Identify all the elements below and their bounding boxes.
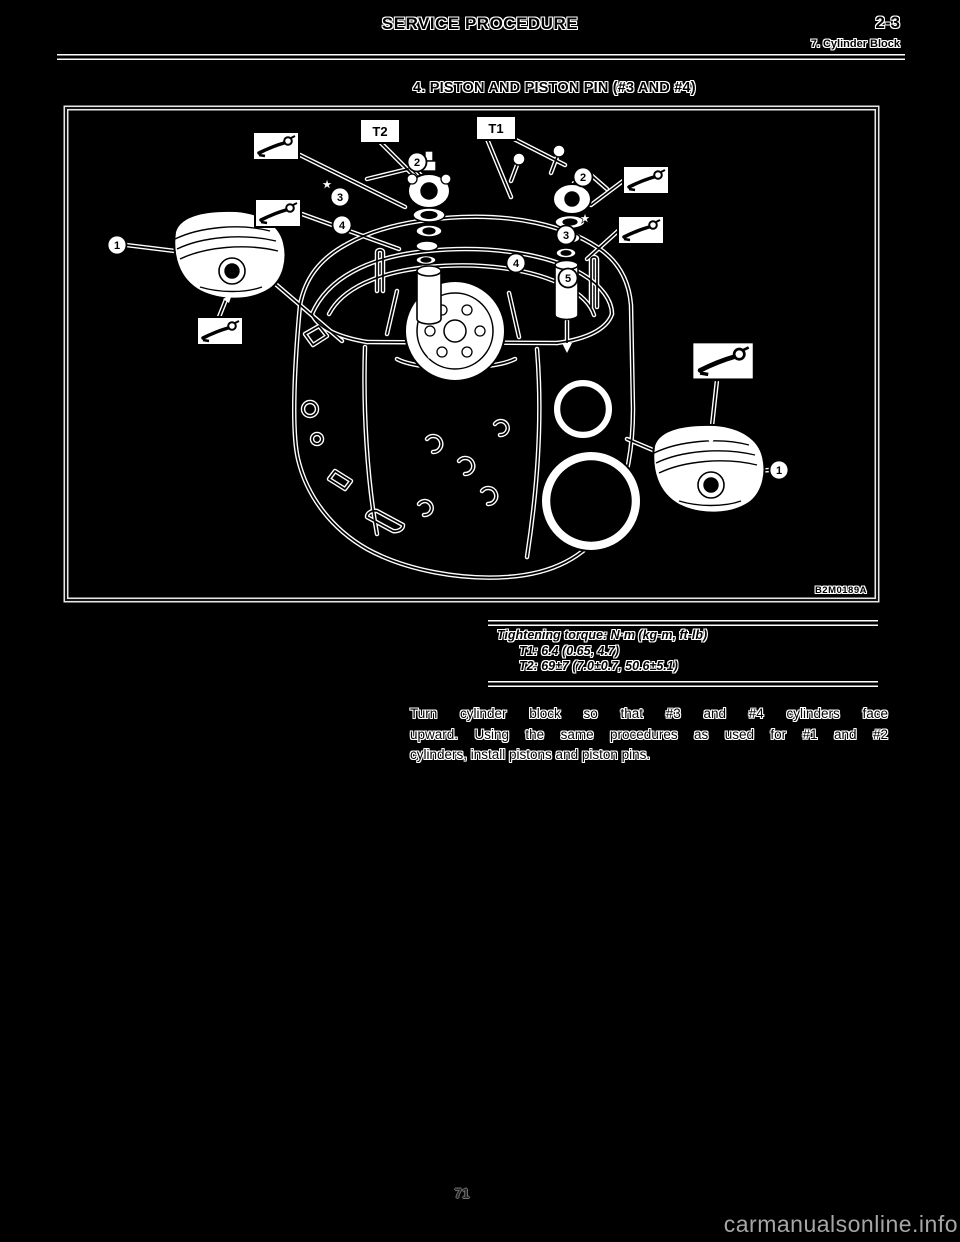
- header-rule: [57, 54, 905, 60]
- page-number: 71: [454, 1186, 470, 1201]
- figure-code: B2M0189A: [814, 585, 867, 596]
- torque-t1-value: T1: 6.4 (0.65, 4.7): [519, 643, 620, 658]
- torque-t2-value: T2: 69±7 (7.0±0.7, 50.6±5.1): [519, 659, 678, 673]
- site-watermark: carmanualsonline.info: [723, 1211, 958, 1237]
- t1-label-text: T1: [488, 121, 504, 136]
- torque-wrench-icon: [692, 342, 754, 380]
- figure-box: [65, 107, 878, 601]
- callout-right-star: 3: [562, 230, 570, 242]
- t2-label-text: T2: [372, 124, 388, 139]
- callout-right-top: 2: [579, 172, 587, 184]
- callout-left-mid: 4: [338, 220, 346, 232]
- body-line: cylinders, install pistons and piston pins.: [410, 747, 651, 762]
- torque-label-t1: [476, 116, 516, 140]
- torque-rule-bottom: [488, 681, 878, 687]
- callout-right-mid: 4: [512, 258, 520, 270]
- star-marker-right: ★: [578, 210, 592, 226]
- callout-left-star: 3: [336, 192, 344, 204]
- callout-left-top: 2: [413, 157, 421, 169]
- callout-right-low: 5: [564, 273, 572, 285]
- torque-wrench-icon: [623, 166, 669, 194]
- torque-label-t2: [360, 119, 400, 143]
- header-page-code: 2-3: [875, 13, 900, 32]
- torque-wrench-icon: [618, 216, 664, 244]
- star-marker-left: ★: [320, 176, 334, 192]
- header-chapter: 7. Cylinder Block: [810, 38, 900, 50]
- callout-piston-left: 1: [113, 240, 121, 252]
- body-line: Turn cylinder block so that #3 and #4 cylinders face: [410, 706, 888, 721]
- torque-spec-block: [497, 628, 707, 675]
- callout-piston-right: 1: [775, 465, 783, 477]
- torque-heading: Tightening torque: N·m (kg-m, ft-lb): [497, 628, 708, 642]
- torque-wrench-icon: [255, 199, 301, 227]
- section-title: 4. PISTON AND PISTON PIN (#3 AND #4): [413, 80, 696, 96]
- piston-pin-diagram: [67, 109, 872, 595]
- torque-wrench-icon: [253, 132, 299, 160]
- body-line: upward. Using the same procedures as used for #1 and #2: [410, 726, 888, 742]
- header-title: SERVICE PROCEDURE: [381, 14, 579, 33]
- torque-wrench-icon: [197, 317, 243, 345]
- body-paragraph: [410, 704, 888, 766]
- torque-rule-top: [488, 620, 878, 626]
- cylinder-bores: [541, 379, 641, 551]
